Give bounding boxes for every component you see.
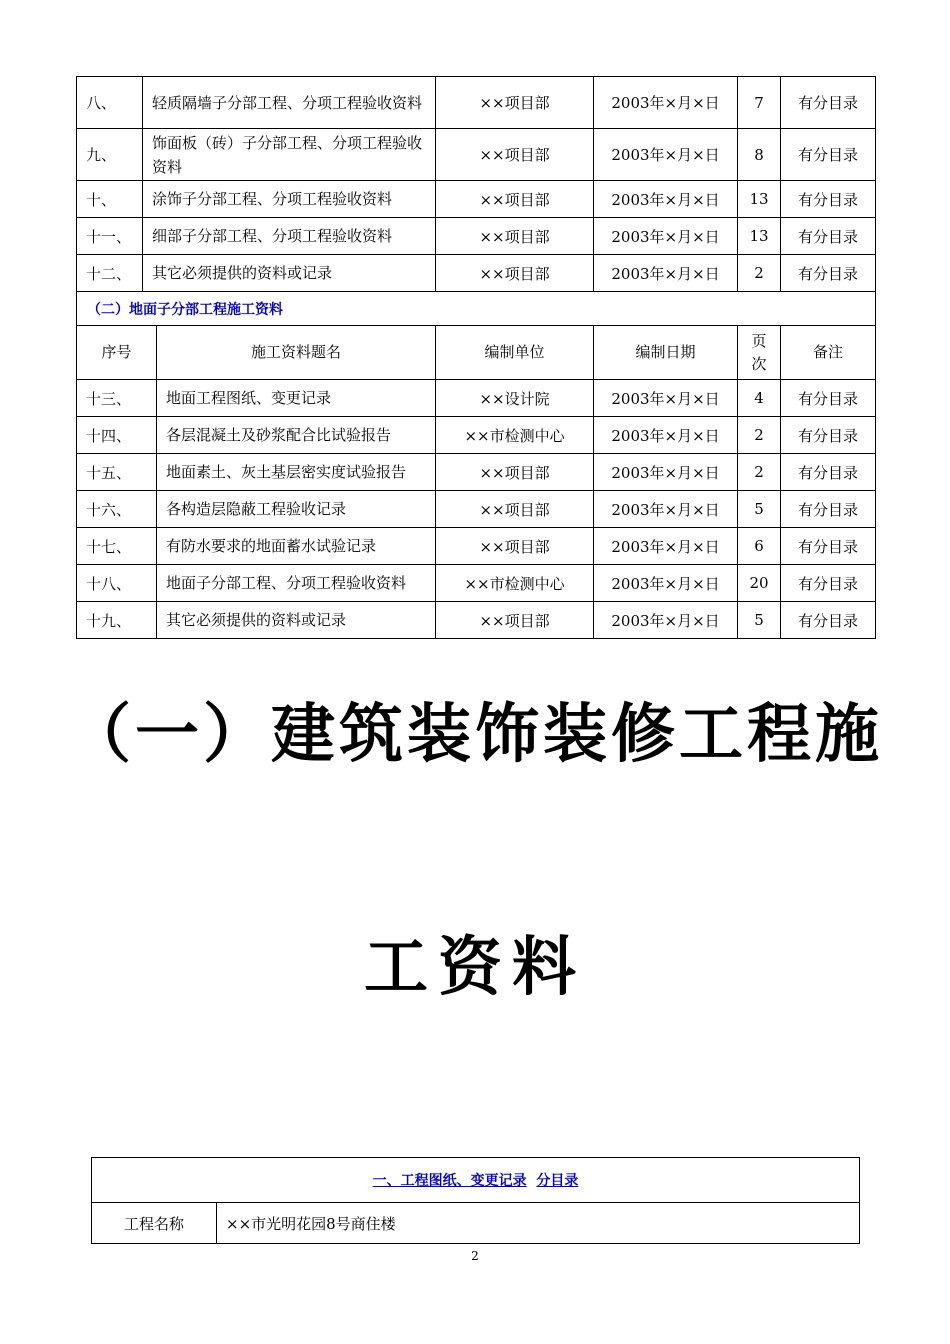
cell-no: 十、 — [77, 181, 143, 218]
cell-title: 其它必须提供的资料或记录 — [143, 255, 436, 292]
table-row — [77, 602, 876, 639]
cell-unit: ××项目部 — [436, 255, 594, 292]
table-row — [77, 77, 876, 129]
header-pages: 页次 — [738, 326, 781, 380]
cell-note: 有分目录 — [781, 129, 876, 181]
table-row — [77, 218, 876, 255]
cell-pages: 7 — [738, 77, 781, 129]
cell-date: 2003年×月×日 — [594, 77, 738, 129]
cell-pages: 2 — [738, 255, 781, 292]
cell-note: 有分目录 — [781, 602, 876, 639]
cell-date: 2003年×月×日 — [594, 528, 738, 565]
cell-note: 有分目录 — [781, 380, 876, 417]
table-row — [77, 181, 876, 218]
cell-pages: 13 — [738, 181, 781, 218]
cell-date: 2003年×月×日 — [594, 218, 738, 255]
cell-title: 其它必须提供的资料或记录 — [157, 602, 436, 639]
cell-no: 九、 — [77, 129, 143, 181]
cell-note: 有分目录 — [781, 181, 876, 218]
sub-directory-table — [91, 1157, 860, 1244]
header-unit: 编制单位 — [436, 326, 594, 380]
cell-date: 2003年×月×日 — [594, 380, 738, 417]
section-heading: （二）地面子分部工程施工资料 — [77, 292, 876, 326]
cell-pages: 2 — [738, 417, 781, 454]
cell-date: 2003年×月×日 — [594, 491, 738, 528]
cell-unit: ××项目部 — [436, 491, 594, 528]
cell-pages: 2 — [738, 454, 781, 491]
cell-unit: ××设计院 — [436, 380, 594, 417]
cell-no: 十二、 — [77, 255, 143, 292]
table-header-row — [77, 326, 876, 380]
header-note: 备注 — [781, 326, 876, 380]
cell-title: 饰面板（砖）子分部工程、分项工程验收资料 — [143, 129, 436, 181]
table-row — [77, 417, 876, 454]
directory-title-link[interactable]: 一、工程图纸、变更记录 — [372, 1173, 527, 1189]
cell-no: 十三、 — [77, 380, 157, 417]
cell-title: 有防水要求的地面蓄水试验记录 — [157, 528, 436, 565]
table-row — [77, 565, 876, 602]
header-date: 编制日期 — [594, 326, 738, 380]
page-number: 2 — [471, 1249, 479, 1263]
cell-date: 2003年×月×日 — [594, 602, 738, 639]
directory-title — [92, 1158, 860, 1203]
table-row — [77, 380, 876, 417]
table-row — [77, 528, 876, 565]
cell-pages: 6 — [738, 528, 781, 565]
cell-pages: 20 — [738, 565, 781, 602]
cell-no: 十六、 — [77, 491, 157, 528]
table-row — [77, 491, 876, 528]
header-title: 施工资料题名 — [157, 326, 436, 380]
cell-unit: ××项目部 — [436, 129, 594, 181]
cell-title: 地面素土、灰土基层密实度试验报告 — [157, 454, 436, 491]
cell-date: 2003年×月×日 — [594, 129, 738, 181]
cell-unit: ××市检测中心 — [436, 417, 594, 454]
header-no: 序号 — [77, 326, 157, 380]
cell-unit: ××市检测中心 — [436, 565, 594, 602]
cell-title: 涂饰子分部工程、分项工程验收资料 — [143, 181, 436, 218]
cell-date: 2003年×月×日 — [594, 255, 738, 292]
rows-part-b — [77, 380, 876, 639]
project-name-row — [92, 1203, 860, 1244]
cell-title: 轻质隔墙子分部工程、分项工程验收资料 — [143, 77, 436, 129]
section-heading-row — [77, 292, 876, 326]
cell-note: 有分目录 — [781, 417, 876, 454]
directory-title-row — [92, 1158, 860, 1203]
cell-note: 有分目录 — [781, 77, 876, 129]
cell-title: 地面子分部工程、分项工程验收资料 — [157, 565, 436, 602]
cell-title: 细部子分部工程、分项工程验收资料 — [143, 218, 436, 255]
table-row — [77, 454, 876, 491]
rows-part-a — [77, 77, 876, 292]
cell-no: 十八、 — [77, 565, 157, 602]
project-name-label: 工程名称 — [92, 1203, 217, 1244]
cell-note: 有分目录 — [781, 528, 876, 565]
cell-unit: ××项目部 — [436, 528, 594, 565]
cell-no: 十七、 — [77, 528, 157, 565]
cell-no: 八、 — [77, 77, 143, 129]
cell-unit: ××项目部 — [436, 181, 594, 218]
cell-note: 有分目录 — [781, 565, 876, 602]
project-name-value: ××市光明花园8号商住楼 — [217, 1203, 860, 1244]
cell-title: 各层混凝土及砂浆配合比试验报告 — [157, 417, 436, 454]
cell-title: 各构造层隐蔽工程验收记录 — [157, 491, 436, 528]
cell-date: 2003年×月×日 — [594, 181, 738, 218]
cell-note: 有分目录 — [781, 491, 876, 528]
cell-pages: 5 — [738, 491, 781, 528]
cell-no: 十一、 — [77, 218, 143, 255]
cell-note: 有分目录 — [781, 218, 876, 255]
section-heading-body — [77, 292, 876, 380]
cell-unit: ××项目部 — [436, 602, 594, 639]
cell-unit: ××项目部 — [436, 77, 594, 129]
cell-date: 2003年×月×日 — [594, 417, 738, 454]
cell-no: 十四、 — [77, 417, 157, 454]
cell-pages: 13 — [738, 218, 781, 255]
cell-no: 十九、 — [77, 602, 157, 639]
directory-title-suffix: 分目录 — [536, 1173, 579, 1189]
cell-date: 2003年×月×日 — [594, 565, 738, 602]
cell-date: 2003年×月×日 — [594, 454, 738, 491]
table-row — [77, 129, 876, 181]
section-title-line-1: （一）建筑装饰装修工程施 — [67, 698, 883, 772]
section-title-line-2: 工资料 — [364, 931, 586, 1005]
cell-note: 有分目录 — [781, 454, 876, 491]
cell-title: 地面工程图纸、变更记录 — [157, 380, 436, 417]
cell-pages: 4 — [738, 380, 781, 417]
cell-unit: ××项目部 — [436, 218, 594, 255]
cell-unit: ××项目部 — [436, 454, 594, 491]
cell-note: 有分目录 — [781, 255, 876, 292]
document-index-table — [76, 76, 876, 639]
table-row — [77, 255, 876, 292]
cell-no: 十五、 — [77, 454, 157, 491]
cell-pages: 5 — [738, 602, 781, 639]
cell-pages: 8 — [738, 129, 781, 181]
